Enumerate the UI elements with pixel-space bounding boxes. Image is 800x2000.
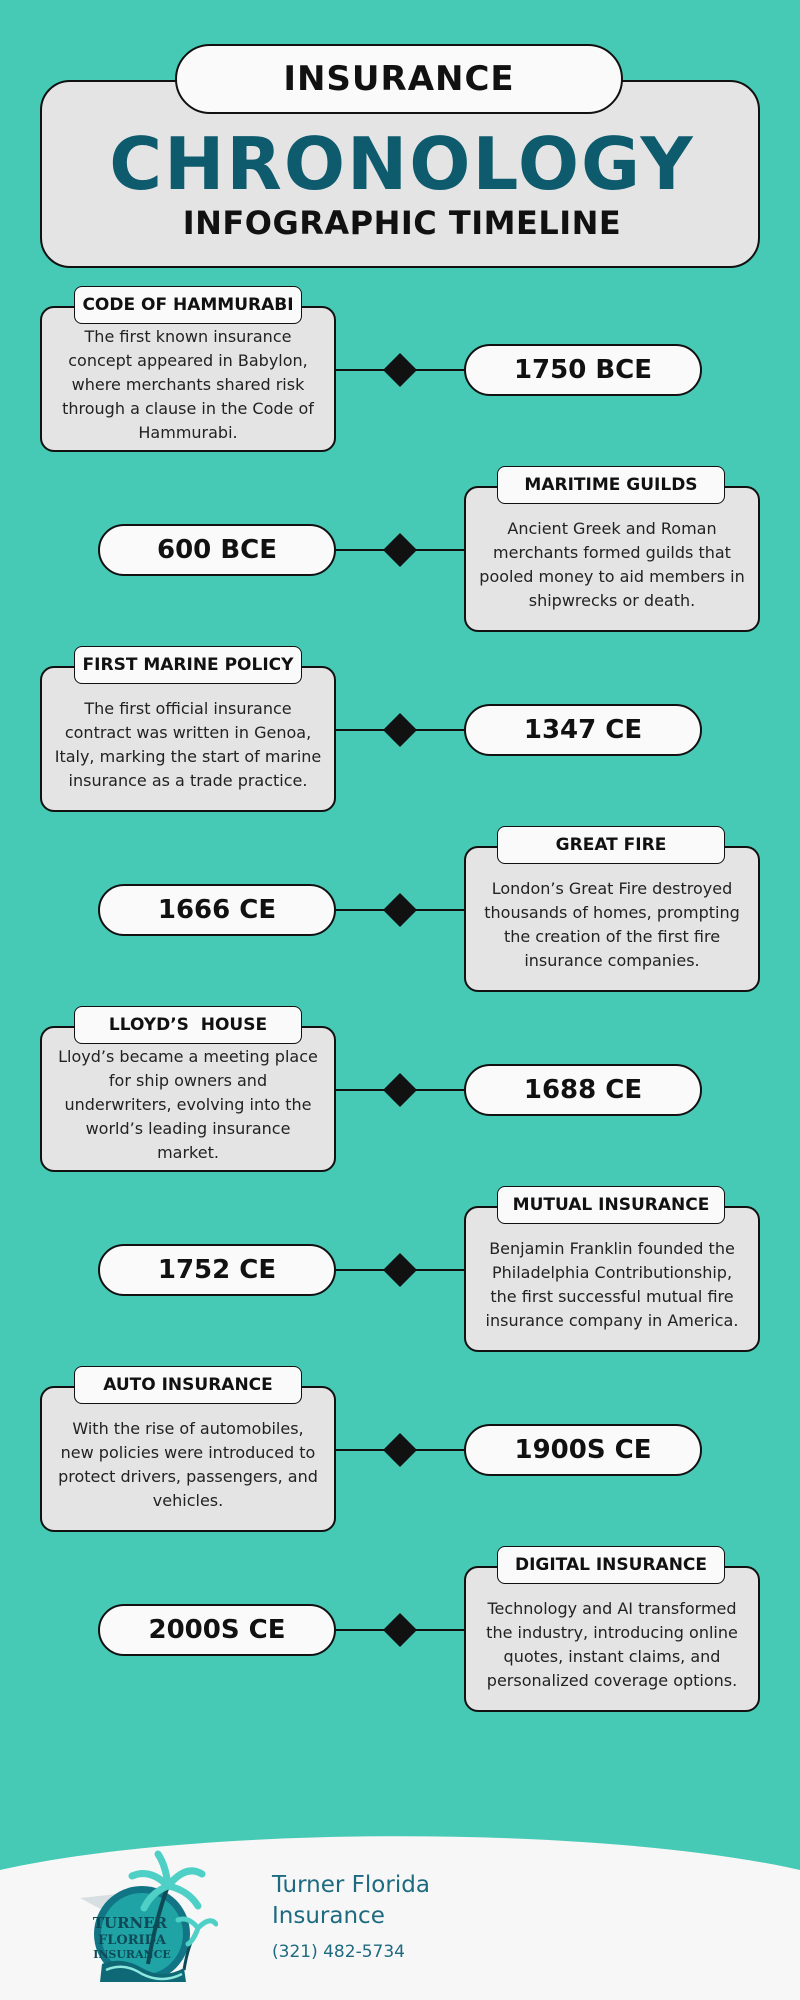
event-date: 600 BCE [98,524,336,576]
event-card: London’s Great Fire destroyed thousands of homes, prompting the creation of the first fire insurance companies. [464,846,760,992]
logo-text [93,1914,171,1961]
event-date: 1900S CE [464,1424,702,1476]
svg-text:INSURANCE: INSURANCE [93,1948,171,1961]
event-date: 1666 CE [98,884,336,936]
event-title: AUTO INSURANCE [74,1366,302,1404]
event-date: 1347 CE [464,704,702,756]
brand-name: Turner Florida Insurance [272,1872,430,1929]
event-title: LLOYD’S HOUSE [74,1006,302,1044]
timeline-diamond-marker [383,713,417,747]
event-card: The first known insurance concept appeared in Babylon, where merchants shared risk through a clause in the Code of Hammurabi. [40,306,336,452]
timeline-diamond-marker [383,1073,417,1107]
event-title: CODE OF HAMMURABI [74,286,302,324]
timeline-diamond-marker [383,1433,417,1467]
event-title: FIRST MARINE POLICY [74,646,302,684]
event-card: Lloyd’s became a meeting place for ship owners and underwriters, evolving into the world’s leading insurance market. [40,1026,336,1172]
timeline-diamond-marker [383,893,417,927]
event-title: DIGITAL INSURANCE [497,1546,725,1584]
event-card: With the rise of automobiles, new policies were introduced to protect drivers, passengers, and vehicles. [40,1386,336,1532]
event-title: GREAT FIRE [497,826,725,864]
event-date: 1752 CE [98,1244,336,1296]
event-card: Technology and AI transformed the industry, introducing online quotes, instant claims, and personalized coverage options. [464,1566,760,1712]
event-date: 1750 BCE [464,344,702,396]
palm-tree-florida-logo-icon [66,1846,218,1986]
brand-phone: (321) 482-5734 [272,1942,405,1962]
event-card: Ancient Greek and Roman merchants formed guilds that pooled money to aid members in shipwrecks or death. [464,486,760,632]
timeline-diamond-marker [383,1253,417,1287]
header-pill: INSURANCE [175,44,623,114]
event-card: Benjamin Franklin founded the Philadelphia Contributionship, the first successful mutual fire insurance company in America. [464,1206,760,1352]
timeline-diamond-marker [383,1613,417,1647]
svg-text:FLORIDA: FLORIDA [98,1933,166,1948]
event-title: MUTUAL INSURANCE [497,1186,725,1224]
svg-text:TURNER: TURNER [92,1914,168,1932]
event-title: MARITIME GUILDS [497,466,725,504]
page-subtitle: INFOGRAPHIC TIMELINE [182,204,622,242]
timeline-diamond-marker [383,353,417,387]
event-date: 2000S CE [98,1604,336,1656]
event-card: The first official insurance contract was written in Genoa, Italy, marking the start of marine insurance as a trade practice. [40,666,336,812]
event-date: 1688 CE [464,1064,702,1116]
page-title: CHRONOLOGY [109,122,695,206]
timeline-diamond-marker [383,533,417,567]
